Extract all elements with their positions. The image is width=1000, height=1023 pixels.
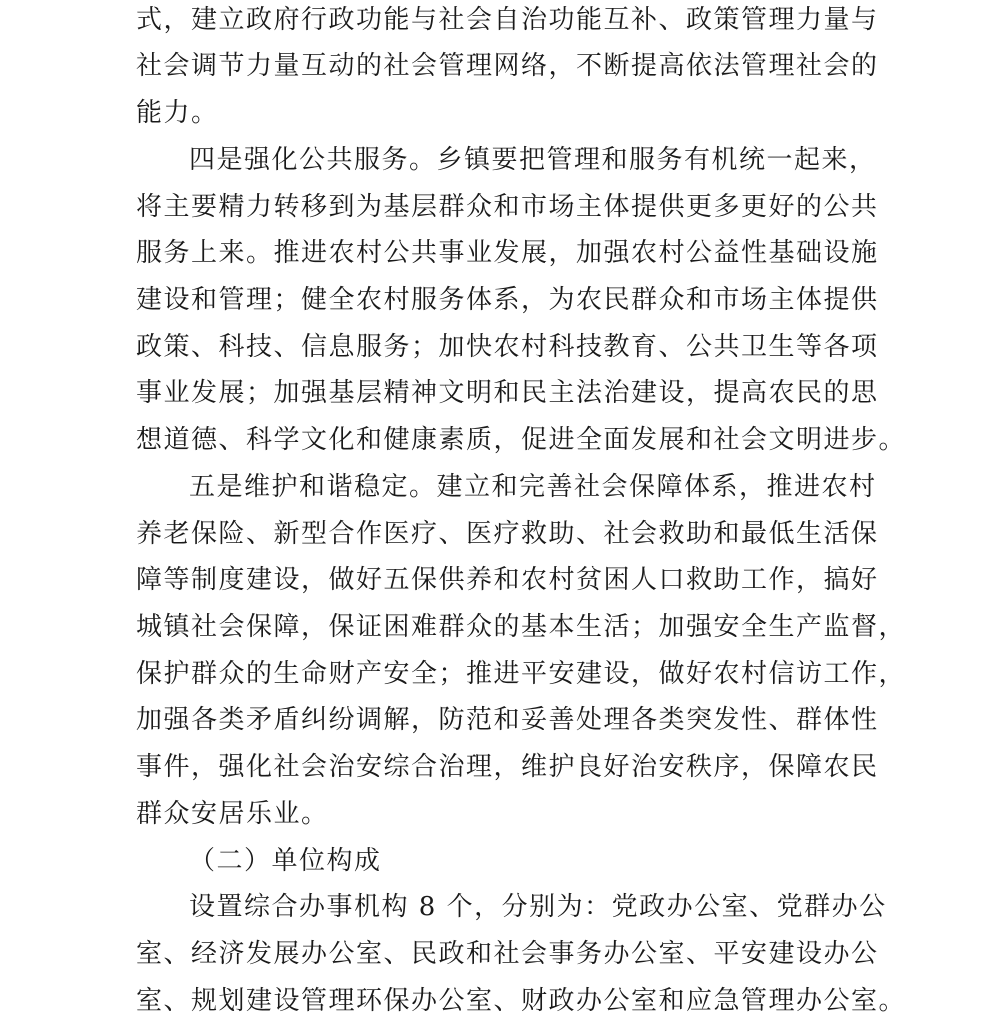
paragraph-start-line: 四是强化公共服务。乡镇要把管理和服务有机统一起来， xyxy=(189,145,877,175)
text-line: 保护群众的生命财产安全；推进平安建设，做好农村信访工作， xyxy=(136,659,907,689)
text-line: 将主要精力转移到为基层群众和市场主体提供更多更好的公共 xyxy=(136,192,879,222)
paragraph-start-line: 设置综合办事机构 8 个，分别为：党政办公室、党群办公 xyxy=(189,892,887,922)
text-line: 养老保险、新型合作医疗、医疗救助、社会救助和最低生活保 xyxy=(136,519,879,549)
text-line: 式，建立政府行政功能与社会自治功能互补、政策管理力量与 xyxy=(136,5,879,35)
text-line: 服务上来。推进农村公共事业发展，加强农村公益性基础设施 xyxy=(136,238,879,268)
text-line: 加强各类矛盾纠纷调解，防范和妥善处理各类突发性、群体性 xyxy=(136,705,879,735)
text-line: 事件，强化社会治安综合治理，维护良好治安秩序，保障农民 xyxy=(136,752,879,782)
text-line: 能力。 xyxy=(136,98,219,128)
text-line: 事业发展；加强基层精神文明和民主法治建设，提高农民的思 xyxy=(136,378,879,408)
text-line: 建设和管理；健全农村服务体系，为农民群众和市场主体提供 xyxy=(136,285,879,315)
text-line: 室、经济发展办公室、民政和社会事务办公室、平安建设办公 xyxy=(136,939,879,969)
section-heading: （二）单位构成 xyxy=(189,846,382,876)
paragraph-start-line: 五是维护和谐稳定。建立和完善社会保障体系，推进农村 xyxy=(189,472,877,502)
text-line: 社会调节力量互动的社会管理网络，不断提高依法管理社会的 xyxy=(136,51,879,81)
text-line: 想道德、科学文化和健康素质，促进全面发展和社会文明进步。 xyxy=(136,425,907,455)
text-line: 政策、科技、信息服务；加快农村科技教育、公共卫生等各项 xyxy=(136,332,879,362)
text-line: 障等制度建设，做好五保供养和农村贫困人口救助工作，搞好 xyxy=(136,565,879,595)
text-line: 城镇社会保障，保证困难群众的基本生活；加强安全生产监督， xyxy=(136,612,907,642)
text-line: 室、规划建设管理环保办公室、财政办公室和应急管理办公室。 xyxy=(136,986,907,1016)
text-line: 群众安居乐业。 xyxy=(136,799,329,829)
